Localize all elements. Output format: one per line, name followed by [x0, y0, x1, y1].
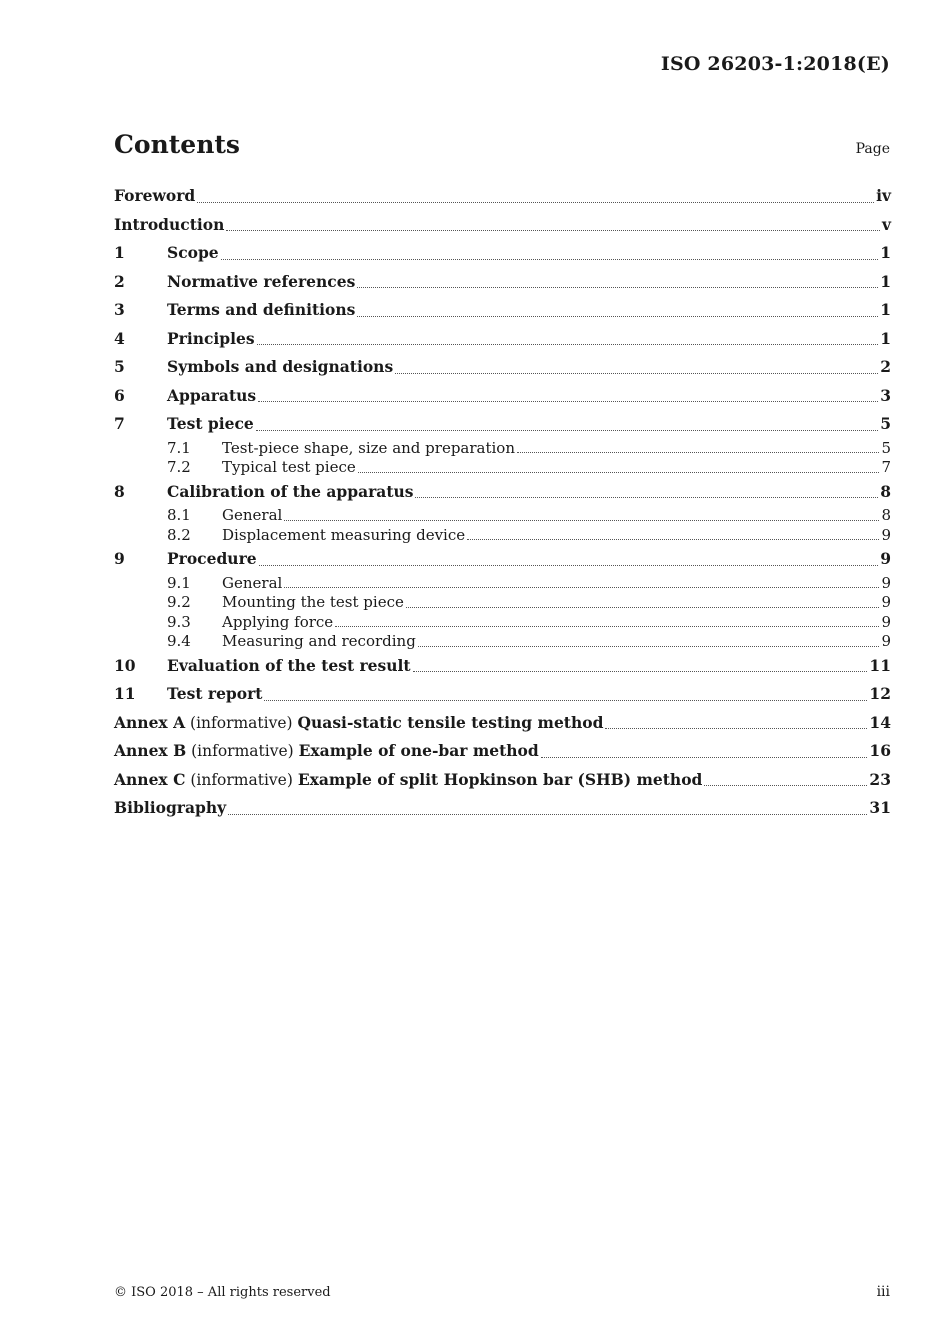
toc-entry-title: Terms and definitions — [167, 300, 356, 319]
dot-leader — [358, 471, 880, 473]
dot-leader — [221, 258, 879, 260]
dot-leader — [395, 372, 878, 374]
toc-entry-page: 9 — [880, 549, 891, 568]
toc-annex-label: Annex C — [114, 769, 186, 789]
toc-entry[interactable] — [114, 410, 891, 439]
toc-entry[interactable] — [114, 545, 891, 574]
dot-leader — [413, 670, 868, 672]
toc-entry-number: 8 — [114, 481, 125, 501]
toc-subentry-title: General — [222, 506, 283, 524]
toc-entry-page: 1 — [880, 243, 891, 262]
toc-entry[interactable] — [114, 325, 891, 354]
toc-entry[interactable] — [114, 382, 891, 411]
toc-entry-number: 2 — [114, 271, 125, 291]
toc-entry-number: 9 — [114, 549, 125, 568]
toc-subentry-page: 9 — [881, 593, 891, 611]
dot-leader — [228, 813, 867, 815]
toc-subentry[interactable] — [114, 574, 891, 594]
toc-entry-title: Foreword — [114, 186, 196, 205]
toc-entry-number: 5 — [114, 357, 125, 376]
dot-leader — [284, 519, 879, 521]
toc-annex-label: Annex A — [114, 712, 186, 732]
dot-leader — [357, 286, 878, 288]
dot-leader — [541, 756, 868, 758]
toc-entry-number: 4 — [114, 328, 125, 348]
document-id: ISO 26203-1:2018(E) — [660, 53, 890, 75]
toc-entry-title: Test piece — [167, 414, 254, 433]
toc-entry-page: 8 — [880, 481, 891, 501]
toc-entry-page: 5 — [880, 414, 891, 433]
toc-entry-page: 16 — [869, 741, 891, 760]
toc-subentry-title: Mounting the test piece — [222, 593, 404, 611]
toc-subentry-page: 8 — [881, 506, 891, 524]
toc-entry-number: 6 — [114, 385, 125, 405]
toc-entry-number: 1 — [114, 243, 125, 262]
toc-subentry-number: 9.4 — [167, 632, 191, 650]
toc-entry[interactable] — [114, 652, 891, 681]
toc-subentry-page: 9 — [881, 573, 891, 592]
toc-subentry-page: 5 — [881, 438, 891, 457]
toc-entry[interactable] — [114, 211, 891, 240]
toc-entry-title: Bibliography — [114, 798, 227, 817]
toc-entry-page: 11 — [869, 655, 891, 675]
toc-subentry[interactable] — [114, 613, 891, 633]
toc-entry-number: 11 — [114, 684, 136, 703]
toc-subentry-page: 9 — [881, 525, 891, 544]
toc-entry-title: Symbols and designations — [167, 357, 394, 376]
toc-entry-page: v — [881, 214, 891, 234]
table-of-contents — [114, 182, 891, 823]
toc-entry-page: 12 — [869, 684, 891, 703]
toc-entry[interactable] — [114, 239, 891, 268]
dot-leader — [335, 625, 879, 627]
toc-entry-title: Introduction — [114, 214, 225, 234]
toc-entry-title: Normative references — [167, 271, 356, 291]
dot-leader — [264, 699, 867, 701]
toc-subentry-title: Displacement measuring device — [222, 525, 466, 544]
toc-entry[interactable] — [114, 478, 891, 507]
toc-subentry-title: Typical test piece — [222, 458, 356, 476]
toc-entry-title: Principles — [167, 328, 255, 348]
page-column-label: Page — [855, 141, 890, 157]
toc-entry-title: Apparatus — [167, 385, 257, 405]
toc-subentry[interactable] — [114, 593, 891, 613]
toc-entry[interactable] — [114, 766, 891, 795]
toc-entry-title: Procedure — [167, 549, 257, 568]
toc-subentry-number: 7.1 — [167, 438, 191, 457]
toc-annex-label: Annex B — [114, 741, 187, 760]
toc-subentry-number: 9.2 — [167, 593, 191, 611]
dot-leader — [259, 564, 879, 566]
dot-leader — [415, 496, 878, 498]
toc-entry[interactable] — [114, 268, 891, 297]
dot-leader — [406, 606, 880, 608]
toc-subentry-number: 9.1 — [167, 573, 191, 592]
dot-leader — [605, 727, 867, 729]
toc-entry-title: Example of one-bar method — [298, 741, 539, 760]
toc-entry[interactable] — [114, 709, 891, 738]
toc-entry[interactable] — [114, 737, 891, 766]
toc-entry-page: 1 — [880, 328, 891, 348]
dot-leader — [256, 429, 878, 431]
toc-subentry[interactable] — [114, 458, 891, 478]
dot-leader — [226, 229, 880, 231]
toc-entry[interactable] — [114, 794, 891, 823]
toc-subentry-number: 8.2 — [167, 525, 191, 544]
toc-subentry[interactable] — [114, 526, 891, 546]
toc-subentry[interactable] — [114, 506, 891, 526]
copyright-notice: © ISO 2018 – All rights reserved — [114, 1285, 331, 1300]
toc-entry-title: Evaluation of the test result — [167, 655, 411, 675]
toc-entry-title: Scope — [167, 243, 219, 262]
dot-leader — [357, 315, 878, 317]
toc-subentry-title: Applying force — [222, 612, 334, 631]
dot-leader — [284, 586, 879, 588]
toc-subentry-title: Test-piece shape, size and preparation — [222, 438, 515, 457]
toc-entry-page: 31 — [869, 798, 891, 817]
toc-subentry-page: 9 — [881, 632, 891, 650]
toc-subentry[interactable] — [114, 632, 891, 652]
toc-subentry[interactable] — [114, 439, 891, 459]
toc-entry-page: 1 — [880, 300, 891, 319]
toc-entry-page: 3 — [880, 385, 891, 405]
toc-subentry-number: 7.2 — [167, 458, 191, 476]
toc-entry[interactable] — [114, 353, 891, 382]
toc-entry-page: iv — [876, 186, 891, 205]
toc-entry-title: Quasi-static tensile testing method — [297, 712, 604, 732]
toc-entry[interactable] — [114, 680, 891, 709]
page-number: iii — [876, 1284, 890, 1300]
toc-entry[interactable] — [114, 182, 891, 211]
toc-entry-number: 7 — [114, 414, 125, 433]
toc-subentry-number: 8.1 — [167, 506, 191, 524]
toc-subentry-page: 7 — [881, 458, 891, 476]
dot-leader — [704, 784, 867, 786]
dot-leader — [197, 201, 874, 203]
toc-subentry-title: General — [222, 573, 283, 592]
toc-subentry-title: Measuring and recording — [222, 632, 416, 650]
dot-leader — [257, 343, 879, 345]
toc-entry-number: 3 — [114, 300, 125, 319]
dot-leader — [418, 645, 880, 647]
toc-entry-page: 1 — [880, 271, 891, 291]
toc-subentry-page: 9 — [881, 612, 891, 631]
toc-annex-qualifier: (informative) — [186, 742, 299, 760]
dot-leader — [517, 451, 879, 453]
dot-leader — [258, 400, 878, 402]
toc-entry-page: 14 — [869, 712, 891, 732]
toc-entry-page: 23 — [869, 769, 891, 789]
dot-leader — [467, 538, 879, 540]
contents-title: Contents — [114, 130, 241, 159]
toc-entry[interactable] — [114, 296, 891, 325]
toc-entry-number: 10 — [114, 655, 136, 675]
toc-entry-title: Test report — [167, 684, 263, 703]
toc-subentry-number: 9.3 — [167, 612, 191, 631]
toc-annex-qualifier: (informative) — [185, 713, 298, 732]
toc-entry-title: Example of split Hopkinson bar (SHB) method — [297, 769, 703, 789]
toc-annex-qualifier: (informative) — [185, 770, 298, 789]
toc-entry-page: 2 — [880, 357, 891, 376]
toc-entry-title: Calibration of the apparatus — [167, 481, 414, 501]
